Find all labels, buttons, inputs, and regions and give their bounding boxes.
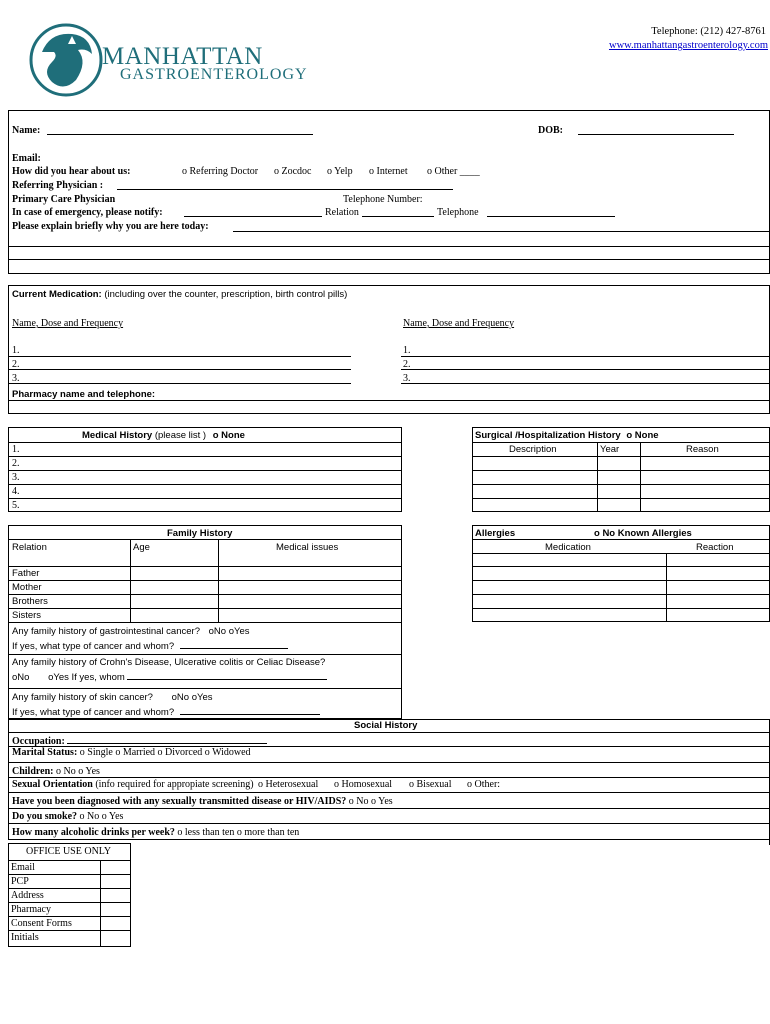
medication-field-1-left[interactable] — [8, 356, 351, 357]
pharmacy-label: Pharmacy name and telephone: — [12, 389, 156, 400]
medication-subtitle: (including over the counter, prescription, birth control pills) — [104, 289, 348, 300]
logo-line1: MANHATTAN — [102, 43, 263, 70]
surgical-col-description: Description — [509, 444, 557, 455]
family-q2-follow-field[interactable] — [127, 670, 327, 680]
allergies-col-reaction: Reaction — [696, 542, 734, 553]
children-label: Children: — [12, 766, 54, 777]
surgical-history-none-option[interactable]: o None — [626, 430, 659, 441]
marital-label: Marital Status: — [12, 747, 78, 758]
pcp-label: Primary Care Physician — [12, 194, 116, 205]
logo — [28, 22, 328, 98]
medication-title: Current Medication: — [12, 289, 102, 300]
medication-row-1-left: 1. — [12, 345, 20, 356]
explain-field-line2[interactable] — [8, 246, 770, 247]
family-q1-follow: If yes, what type of cancer and whom? — [12, 641, 175, 652]
emergency-telephone-field[interactable] — [487, 216, 615, 217]
hear-option-internet[interactable]: o Internet — [369, 166, 408, 177]
allergies-col-medication: Medication — [545, 542, 591, 553]
medical-history-none-option[interactable]: o None — [212, 430, 245, 441]
office-row-pharmacy: Pharmacy — [11, 904, 51, 915]
medical-history-row-2[interactable]: 2. — [12, 458, 20, 469]
hear-option-other[interactable]: o Other ____ — [427, 166, 480, 177]
medication-row-3-left: 3. — [12, 373, 20, 384]
alcohol-label: How many alcoholic drinks per week? — [12, 827, 175, 838]
medication-col-header-left: Name, Dose and Frequency — [12, 318, 124, 329]
medical-history-row-5[interactable]: 5. — [12, 500, 20, 511]
std-options[interactable]: o No o Yes — [348, 796, 393, 807]
family-q2: Any family history of Crohn's Disease, Ulcerative colitis or Celiac Disease? — [12, 657, 326, 668]
family-row-brothers: Brothers — [12, 596, 48, 607]
emergency-field[interactable] — [184, 216, 322, 217]
hear-option-yelp[interactable]: o Yelp — [327, 166, 353, 177]
office-use-title: OFFICE USE ONLY — [26, 846, 112, 857]
email-label: Email: — [12, 153, 41, 164]
office-row-initials: Initials — [11, 932, 39, 943]
family-history-title: Family History — [167, 528, 233, 539]
family-q2-yes[interactable]: oYes If yes, whom — [48, 672, 125, 683]
surgical-history-title: Surgical /Hospitalization History — [475, 430, 621, 441]
dob-label: DOB: — [538, 125, 563, 136]
surgical-col-reason: Reason — [686, 444, 719, 455]
family-q1-options[interactable]: oNo oYes — [208, 626, 250, 637]
referring-field[interactable] — [117, 189, 453, 190]
orientation-label: Sexual Orientation — [12, 779, 93, 790]
explain-label: Please explain briefly why you are here today: — [12, 221, 209, 232]
dob-field[interactable] — [578, 134, 734, 135]
medication-field-2-right[interactable] — [401, 369, 770, 370]
medication-field-3-right[interactable] — [401, 383, 770, 384]
hear-label: How did you hear about us: — [12, 166, 131, 177]
medical-history-row-1[interactable]: 1. — [12, 444, 20, 455]
orientation-option-bisexual[interactable]: o Bisexual — [409, 779, 452, 790]
family-q3-follow: If yes, what type of cancer and whom? — [12, 707, 175, 718]
header-website[interactable]: www.manhattangastroenterology.com — [608, 40, 768, 51]
pcp-telephone-label: Telephone Number: — [343, 194, 423, 205]
marital-options[interactable]: o Single o Married o Divorced o Widowed — [79, 747, 251, 758]
pharmacy-field[interactable] — [8, 400, 770, 401]
medication-field-1-right[interactable] — [401, 356, 770, 357]
family-q2-no[interactable]: oNo — [12, 672, 30, 683]
family-q1-follow-field[interactable] — [180, 639, 288, 649]
medication-row-2-right: 2. — [403, 359, 411, 370]
emergency-label: In case of emergency, please notify: — [12, 207, 163, 218]
medication-row-3-right: 3. — [403, 373, 411, 384]
occupation-field[interactable] — [67, 734, 267, 744]
logo-emblem-icon — [28, 22, 104, 98]
std-label: Have you been diagnosed with any sexually transmitted disease or HIV/AIDS? — [12, 796, 347, 807]
children-options[interactable]: o No o Yes — [56, 766, 100, 777]
medical-history-please-list: (please list ) — [154, 430, 207, 441]
family-col-medical-issues: Medical issues — [276, 542, 339, 553]
relation-field[interactable] — [362, 216, 434, 217]
orientation-option-heterosexual[interactable]: o Heterosexual — [258, 779, 319, 790]
office-row-email: Email — [11, 862, 35, 873]
allergies-title: Allergies — [475, 528, 516, 539]
family-col-relation: Relation — [12, 542, 47, 553]
hear-option-referring[interactable]: o Referring Doctor — [182, 166, 259, 177]
allergies-nka-option[interactable]: o No Known Allergies — [594, 528, 692, 539]
medication-col-header-right: Name, Dose and Frequency — [403, 318, 515, 329]
office-row-address: Address — [11, 890, 44, 901]
family-q1: Any family history of gastrointestinal cancer? — [12, 626, 200, 637]
social-history-title: Social History — [354, 720, 418, 731]
alcohol-options[interactable]: o less than ten o more than ten — [177, 827, 300, 838]
family-row-mother: Mother — [12, 582, 42, 593]
logo-line2: GASTROENTEROLOGY — [120, 66, 308, 83]
emergency-telephone-label: Telephone — [437, 207, 479, 218]
medication-field-2-left[interactable] — [8, 369, 351, 370]
explain-field-line1[interactable] — [233, 231, 770, 232]
family-q3: Any family history of skin cancer? — [12, 692, 153, 703]
medication-row-2-left: 2. — [12, 359, 20, 370]
occupation-label: Occupation: — [12, 736, 65, 747]
surgical-col-year: Year — [600, 444, 620, 455]
smoke-label: Do you smoke? — [12, 811, 78, 822]
relation-label: Relation — [325, 207, 359, 218]
smoke-options[interactable]: o No o Yes — [79, 811, 124, 822]
header-phone: Telephone: (212) 427-8761 — [651, 26, 766, 37]
medication-row-1-right: 1. — [403, 345, 411, 356]
name-field[interactable] — [47, 134, 313, 135]
medical-history-title: Medical History — [82, 430, 153, 441]
referring-label: Referring Physician : — [12, 180, 104, 191]
family-q3-options[interactable]: oNo oYes — [171, 692, 213, 703]
office-row-pcp: PCP — [11, 876, 29, 887]
family-row-father: Father — [12, 568, 40, 579]
medical-history-row-4[interactable]: 4. — [12, 486, 20, 497]
orientation-option-other[interactable]: o Other: — [467, 779, 501, 790]
hear-option-zocdoc[interactable]: o Zocdoc — [274, 166, 312, 177]
family-row-sisters: Sisters — [12, 610, 42, 621]
office-row-consent-forms: Consent Forms — [11, 918, 72, 929]
medical-history-row-3[interactable]: 3. — [12, 472, 20, 483]
explain-field-line3[interactable] — [8, 259, 770, 260]
orientation-option-homosexual[interactable]: o Homosexual — [334, 779, 393, 790]
medication-field-3-left[interactable] — [8, 383, 351, 384]
family-col-age: Age — [133, 542, 150, 553]
name-label: Name: — [12, 125, 41, 136]
family-q3-follow-field[interactable] — [180, 705, 320, 715]
orientation-note: (info required for appropiate screening) — [95, 779, 254, 790]
